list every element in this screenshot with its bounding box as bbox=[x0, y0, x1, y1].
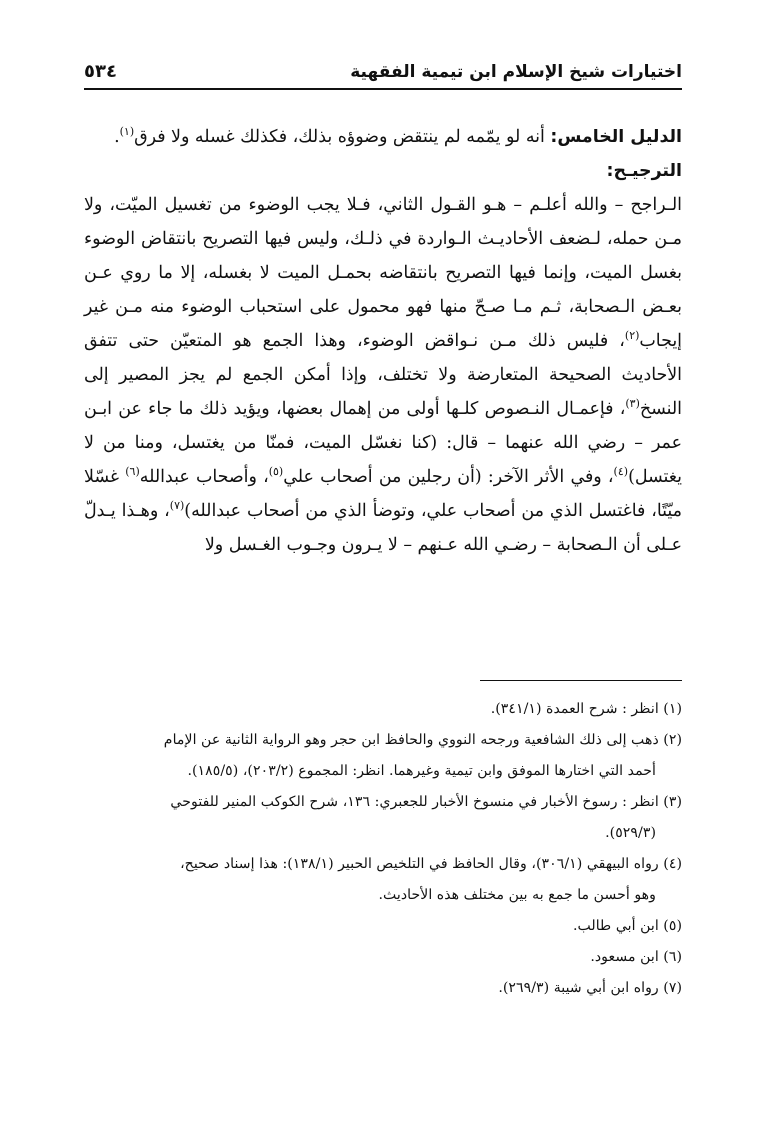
heading-text: الترجيـح: bbox=[606, 161, 682, 181]
footnote-ref-5: (٥) bbox=[268, 465, 284, 479]
main-text bbox=[84, 120, 682, 562]
page-number: ٥٣٤ bbox=[84, 61, 117, 82]
paragraph-text: أنه لو يمّمه لم ينتقض وضوؤه بذلك، فكذلك غسله ولا فرق bbox=[134, 127, 551, 147]
paragraph-text: ، وهـذا يـدلّ عـلى أن الـصحابة – رضـي الله عـنهم – لا يـرون وجـوب الغـسل ولا bbox=[84, 501, 682, 555]
footnote-2: (٢) ذهب إلى ذلك الشافعية ورجحه النووي والحافظ ابن حجر وهو الرواية الثانية عن الإمام bbox=[163, 732, 682, 748]
paragraph-preference bbox=[84, 188, 682, 562]
footnote-ref-2: (٢) bbox=[624, 329, 640, 343]
paragraph-label: الدليل الخامس: bbox=[550, 127, 682, 147]
paragraph-text: غسّلا ميّتًا، فاغتسل الذي من أصحاب علي، وتوضأ الذي من أصحاب عبدالله) bbox=[84, 467, 682, 521]
paragraph-text: ، فإعمـال النـصوص كلـها أولى من إهمال بعضها، ويؤيد ذلك ما جاء عن ابـن عمر – رضي الله عنهما – قال: (كنا نغسّل الميت، فمنّا من يغتسل، ومنا من لا يغتسل) bbox=[84, 399, 683, 487]
footnote-4: (٤) رواه البيهقي (٣٠٦/١)، وقال الحافظ في التلخيص الحبير (١٣٨/١): هذا إسناد صحيح، bbox=[180, 856, 682, 872]
running-title: اختيارات شيخ الإسلام ابن تيمية الفقهية bbox=[350, 62, 682, 82]
paragraph-text: ، فليس ذلك مـن نـواقض الوضوء، وهذا الجمع هو المتعيّن حتى تتفق الأحاديث الصحيحة المتعارضة ولا تختلف، وإذا أمكن الجمع لم يجز المصير إلى النسخ bbox=[84, 331, 682, 419]
footnote-3: (٣) انظر : رسوخ الأخبار في منسوخ الأخبار للجعبري: ١٣٦، شرح الكوكب المنير للفتوحي bbox=[170, 794, 682, 810]
footnote-7: (٧) رواه ابن أبي شيبة (٢٦٩/٣). bbox=[498, 980, 682, 996]
paragraph-end: . bbox=[114, 127, 120, 147]
paragraph-text: الـراجح – والله أعلـم – هـو القـول الثاني، فـلا يجب الوضوء من تغسيل الميّت، ولا مـن حمله، لـضعف الأحاديـث الـواردة في ذلـك، وليس فيها التصريح بانتقاض الوضوء بغسل الميت، وإنما فيها التصريح بانتقاضه بحمـل الميت لا بغسله، إلا ما روي عـن بعـض الـصحابة، ثـم مـا صـحّ منها فهو محمول على استحباب الوضوء منه مـن غير إيجاب bbox=[84, 195, 682, 351]
paragraph-text: ، وفي الأثر الآخر: (أن رجلين من أصحاب علي bbox=[283, 467, 614, 487]
page-header bbox=[84, 56, 682, 90]
paragraph-text: ، وأصحاب عبدالله bbox=[139, 467, 269, 487]
footnote-5: (٥) ابن أبي طالب. bbox=[572, 918, 682, 934]
footnotes bbox=[84, 694, 682, 1004]
footnote-2-continued: أحمد التي اختارها الموفق وابن تيمية وغيرهما. انظر: المجموع (٢٠٣/٢)، (١٨٥/٥). bbox=[187, 763, 656, 779]
paragraph-fifth-evidence bbox=[84, 120, 682, 154]
section-heading bbox=[84, 154, 682, 188]
footnote-6: (٦) ابن مسعود. bbox=[590, 949, 682, 965]
footnote-ref-1: (١) bbox=[119, 125, 135, 139]
footnote-separator bbox=[480, 680, 682, 681]
footnote-ref-4: (٤) bbox=[613, 465, 629, 479]
footnote-ref-3: (٣) bbox=[625, 397, 640, 411]
footnote-1: (١) انظر : شرح العمدة (٣٤١/١). bbox=[490, 701, 682, 717]
footnote-4-continued: وهو أحسن ما جمع به بين مختلف هذه الأحاديث. bbox=[378, 887, 656, 903]
footnote-ref-6: (٦) bbox=[125, 465, 140, 479]
footnote-3-continued: (٥٢٩/٣). bbox=[605, 825, 656, 841]
footnote-ref-7: (٧) bbox=[169, 499, 185, 513]
